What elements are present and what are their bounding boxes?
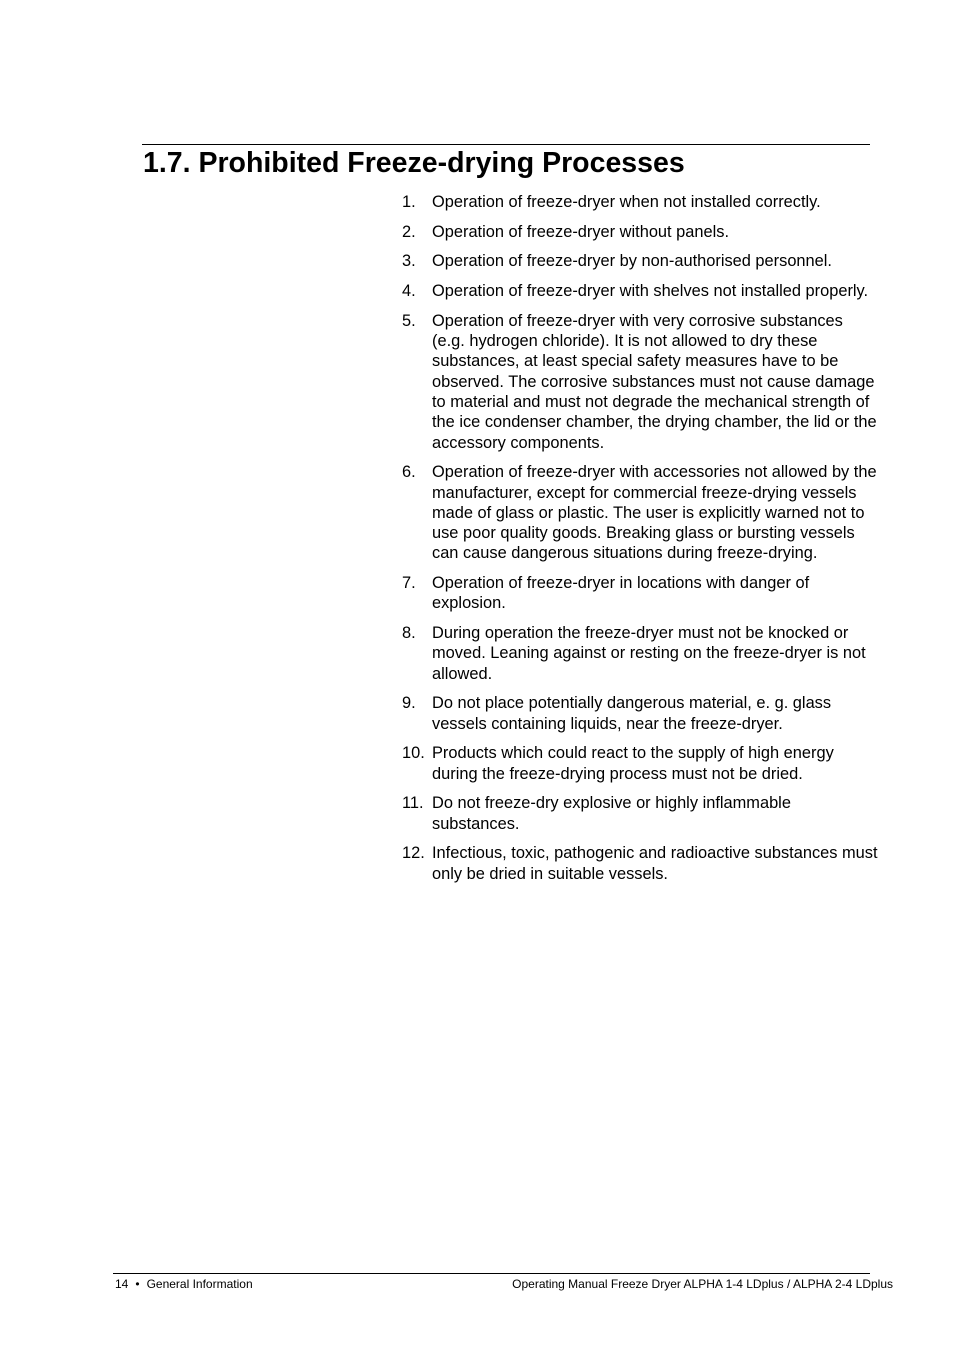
list-item-text: Operation of freeze-dryer with accessories not allowed by the manufacturer, except for commercial freeze-drying vessels made of glass or plastic. The user is explicitly warned not to use poor quality goods. Breaking glass or bursting vessels can cause dangerous situations during freeze-drying. (432, 463, 877, 563)
manual-title: Operating Manual Freeze Dryer ALPHA 1-4 LDplus / ALPHA 2-4 LDplus (512, 1277, 893, 1291)
prohibited-processes-list (402, 192, 878, 893)
list-item (402, 793, 878, 834)
list-item (402, 462, 878, 563)
list-item-text: Operation of freeze-dryer with very corrosive substances (e.g. hydrogen chloride). It is not allowed to dry these substances, at least special safety measures have to be observed. The corrosive substances must not cause damage to material and must not degrade the mechanical strength of the ice condenser chamber, the drying chamber, the lid or the accessory components. (432, 311, 877, 452)
page-number: 14 (115, 1277, 129, 1291)
list-item (402, 311, 878, 453)
section-title: 1.7. Prohibited Freeze-drying Processes (143, 147, 685, 179)
list-item-text: Operation of freeze-dryer in locations with danger of explosion. (432, 574, 810, 613)
list-item (402, 192, 878, 212)
list-item (402, 623, 878, 684)
list-item (402, 251, 878, 271)
list-item-text: Operation of freeze-dryer by non-authorised personnel. (432, 252, 832, 271)
list-item-number: 4. (402, 282, 416, 301)
list-item-text: Operation of freeze-dryer when not installed correctly. (432, 193, 821, 211)
list-item-number: 12. (402, 844, 425, 863)
list-item (402, 743, 878, 784)
chapter-name: General Information (146, 1277, 253, 1291)
list-item (402, 281, 878, 301)
list-item (402, 693, 878, 734)
list-item (402, 222, 878, 242)
list-item-text: Do not freeze-dry explosive or highly inflammable substances. (432, 794, 791, 833)
list-item-number: 6. (402, 463, 416, 482)
footer-bullet: • (135, 1277, 140, 1291)
list-item-text: Do not place potentially dangerous material, e. g. glass vessels containing liquids, near the freeze-dryer. (432, 694, 832, 733)
footer-rule (113, 1273, 870, 1274)
list-item-number: 9. (402, 694, 416, 713)
list-item-number: 7. (402, 574, 416, 593)
footer-left (115, 1276, 253, 1292)
list-item (402, 843, 878, 884)
list-item (402, 573, 878, 614)
list-item-number: 2. (402, 222, 416, 241)
list-item-number: 1. (402, 193, 416, 211)
list-item-number: 11. (402, 794, 424, 813)
list-item-number: 5. (402, 311, 416, 330)
list-item-number: 10. (402, 744, 425, 763)
list-item-text: Products which could react to the supply of high energy during the freeze-drying process must not be dried. (432, 744, 834, 783)
list-item-number: 8. (402, 624, 416, 643)
list-item-text: Infectious, toxic, pathogenic and radioactive substances must only be dried in suitable vessels. (432, 844, 878, 883)
list-item-number: 3. (402, 252, 416, 271)
list-item-text: Operation of freeze-dryer without panels. (432, 222, 730, 241)
list-item-text: During operation the freeze-dryer must not be knocked or moved. Leaning against or resting on the freeze-dryer is not allowed. (432, 624, 866, 683)
list-item-text: Operation of freeze-dryer with shelves not installed properly. (432, 282, 869, 301)
